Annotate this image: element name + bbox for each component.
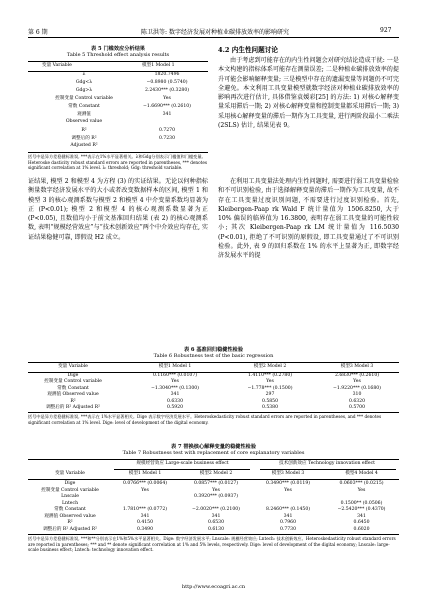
- table7-cell: Lntech: [61, 500, 79, 506]
- table6-cell: −1.3040*** (0.1300): [151, 385, 199, 391]
- table7-group-rule-1: [114, 469, 250, 470]
- table7-cell: Yes: [357, 487, 366, 493]
- table5-title-en: Table 5 Threshold effect analysis results: [66, 52, 170, 58]
- table6-cell: 0.6320: [348, 398, 366, 404]
- table5-row-label: Observed value: [65, 119, 103, 124]
- table7-cell: Yes: [141, 487, 149, 493]
- table7-cell: 0.1500** (0.0506): [340, 500, 383, 506]
- table7-cell: R²: [67, 520, 73, 525]
- section-title: 4.2 内生性问题讨论: [218, 46, 278, 54]
- table5-row-value: −1.6690*** (0.2610): [143, 104, 191, 109]
- issue-number: 第 6 期: [28, 29, 48, 36]
- table7-title-en: Table 7 Robustness test with replacement of core explanatory variables: [122, 450, 305, 456]
- table6-bottom-rule: [28, 412, 399, 413]
- table7-cell: Yes: [212, 487, 220, 493]
- table7-cell: 0.7730: [279, 526, 297, 532]
- table7-header-cell: 模型2 Model 2: [199, 471, 233, 476]
- table7-cell: 0.6130: [207, 526, 225, 532]
- table7-cell: 8.2460*** (0.1450): [265, 507, 311, 512]
- table7-cell: 0.3490*** (0.0119): [265, 481, 311, 486]
- table7-cell: 调整后的 R² Adjusted R²: [43, 526, 97, 532]
- table7-cell: 0.4150: [136, 520, 154, 525]
- table6-header-cell: 变量 Variable: [58, 364, 88, 369]
- left-paragraph: 证结果, 模型 2 和模型 4 为方程 (3) 的实证结果。无论以何种指标衡量数字经济发展水平的大小或者改变数据样本的区间, 模型 1 和模型 3 的核心观测系数与模型 2 和模型 4 中介变量系数均显著为正 (P<0.01); 模型 2 和模型 4 的核心观测系数显著为正 (P<0.05), 且数值均小于前文基准回归结果 (表 2) 的核心观测系数, 表明“规模经营效应”与“技术创新效应”两个中介效应均存在, 实证结果稳健可靠, 即假设 H2 成立。: [28, 178, 208, 241]
- table7-cell: 0.6450: [353, 520, 370, 525]
- table7-cell: 0.7960: [279, 520, 297, 525]
- table7-cell: Yes: [284, 487, 292, 493]
- table6-cell: 310: [352, 392, 362, 398]
- table7-header-cell: 模型3 Model 3: [271, 471, 305, 476]
- table7-cell: Lnscale: [61, 494, 79, 499]
- table7-cell: 341: [140, 513, 150, 519]
- table5-bottom-rule: [28, 152, 208, 153]
- table5-row-label: R²: [81, 128, 87, 133]
- table7-cell: −2.5420*** (0.4370): [337, 507, 386, 512]
- table6-cell: Yes: [353, 379, 361, 385]
- table6-header-cell: 模型1 Model 1: [158, 364, 192, 369]
- table7-cell: 341: [357, 513, 366, 519]
- table6-cell: 0.1160*** (0.0107): [152, 373, 198, 378]
- table6-cell: 297: [265, 392, 275, 398]
- table5-header-variable: 变量 Variable: [42, 63, 72, 68]
- table7-header-cell: 变量 Variable: [55, 471, 85, 476]
- table6-title-en: Table 6 Robustness test of the basic regression: [153, 353, 274, 359]
- table6-cell: 2.6830*** (0.2610): [334, 373, 380, 378]
- footer-url: http://www.ecoagri.ac.cn: [181, 584, 246, 590]
- table6-cell: 0.5850: [261, 398, 279, 404]
- table6-cell: 341: [170, 392, 180, 398]
- table7-cell: 341: [211, 513, 221, 519]
- table7-note: 括号中是异方差稳健标准误, ***和**分别表示在1%和5%水平显著相关。Dige: 数字经济发展水平; Lnscale: 规模经营效应; Lntech: 技术创新效应。Heteroskedasticity robust standard errors are reported in parentheses; *** and ** denote significant correlation at 1% and 5% levels, respectively. Dige: level of development of the digital economy; Lnscale: large-scale business effect; Lntech: technology innovation effect.: [28, 536, 396, 553]
- table7-header-rule: [28, 479, 399, 480]
- table6-cell: −1.9220*** (0.1680): [333, 385, 381, 391]
- table7-cell: 0.0766*** (0.0064): [122, 481, 168, 486]
- table6-cell: −1.778*** (0.1500): [247, 385, 293, 391]
- table5-row-value: 1820.7496: [154, 72, 180, 77]
- table7-cell: 常数 Constant: [54, 507, 86, 512]
- page-number: 927: [380, 27, 392, 34]
- table6-cell: Dige: [67, 373, 79, 378]
- table7-top-rule: [28, 459, 399, 460]
- table5-row-value: 341: [162, 112, 172, 117]
- table7-cell: 0.3490: [136, 526, 154, 532]
- table6-cell: 0.5380: [261, 405, 279, 410]
- table5-title: 表 5 门槛效应分析结果: [91, 46, 145, 52]
- table5-row-label: Adjusted R²: [70, 143, 98, 148]
- table7-cell: Dige: [64, 481, 76, 486]
- table7-cell: 观测值 Observed value: [44, 513, 96, 519]
- table6-cell: Yes: [171, 379, 179, 385]
- table6-note: 括号中是异方差稳健标准误, ***表示在 1%水平显著相关。Dige 表示数字经济发展水平。Heteroskedasticity robust standard errors are reported in parentheses, and *** denotes significant correlation at 1% level. Dige: level of development of the digital economy.: [28, 414, 382, 425]
- table5-row-value: 2.2430*** (0.3280): [144, 88, 190, 93]
- table6-header-cell: 模型2 Model 2: [253, 364, 287, 369]
- table5-row-label: Gdg<λ: [75, 80, 93, 85]
- table6-cell: Yes: [266, 379, 274, 385]
- table5-row-value: −0.8980 (0.5740): [146, 80, 188, 85]
- right-paragraph-1: 由于考虑到可能存在的内生性问题会对研究结论造成干扰: 一是本文构建的指标体系可能存在测量误差; 二是种植业碳排放效率的提升可能会影响解释变量; 三是模型中存在的遗漏变量等问题仍不可完全避免。本文利用工具变量模型就数字经济对种植业碳排放效率的影响再次进行估计, 具体借鉴袁媛彩[25] 的方法: 1) 对核心解释变量采用滞后一期; 2) 对核心解释变量和控制变量都采用滞后一期; 3) 采用核心解释变量的滞后一期作为工具变量, 进行两阶段最小二乘法 (2SLS) 估计, 结果见表 9。: [218, 57, 399, 130]
- right-paragraph-2: 在利用工具变量法处理内生性问题时, 需要进行弱工具变量检验和不可识别检验, 由于选择解释变量的滞后一期作为工具变量, 故不存在工具变量过度识别问题, 不需要进行过度识别检验。首先, Kleibergen-Paap rk Wald F 统计量值为 1506.8250, 大于 10% 偏误的临界值为 16.3800, 表明存在弱工具变量的可能性较小; 其次 Kleibergen-Paap rk LM 统计量值为 116.5030 (P<0.01), 拒绝了不可识别的原假设, 即工具变量通过了不可识别检验。此外, 表 9 的回归系数在 1% 的水平上显著为正, 即数字经济发展水平的提: [218, 178, 399, 260]
- table5-row-label: 控制变量 Control variable: [55, 96, 113, 101]
- table6-cell: 调整后的 R² Adjusted R²: [46, 405, 100, 410]
- table5-row-label: Gdg>λ: [75, 88, 93, 93]
- table7-cell: 控制变量 Control variable: [41, 487, 99, 493]
- table6-cell: 1.4110*** (0.2780): [247, 373, 293, 378]
- table7-cell: 0.0603*** (0.0215): [339, 481, 384, 486]
- table7-header-cell: 模型4 Model 4: [345, 471, 378, 476]
- table6-title: 表 6 基准回归稳健性检验: [183, 347, 244, 353]
- table6-cell: 控制变量 Control variable: [44, 379, 102, 385]
- table6-cell: 0.5700: [348, 405, 366, 410]
- table5-header-model: 模型1 Model 1: [142, 63, 175, 68]
- table7-cell: 1.7810*** (0.0772): [122, 507, 168, 512]
- table6-cell: 常数 Constant: [57, 385, 89, 391]
- table6-cell: 0.6330: [166, 398, 184, 404]
- table5-top-rule: [28, 61, 208, 62]
- table6-top-rule: [28, 362, 399, 363]
- table6-header-cell: 模型3 Model 3: [340, 364, 374, 369]
- table5-row-value: 0.7270: [158, 128, 176, 133]
- table7-header-cell: 模型1 Model 1: [128, 471, 162, 476]
- table7-cell: 0.3920*** (0.0937): [193, 494, 239, 499]
- table7-title: 表 7 替换核心解释变量的稳健性检验: [170, 444, 257, 450]
- table7-group-tech: 技术创新效应 Technology innovation effect: [278, 461, 376, 466]
- table7-cell: −2.0020*** (0.2100): [192, 507, 240, 512]
- header-rule: [28, 37, 399, 38]
- table5-note: 括号中是异方差稳健标准误, ***表示在1%水平显著相关。λ和Gdg分别表示门槛值和门槛变量。Heteroske dasticity robust standard errors are reported in parentheses, *** denotes significant correlation at 1% level. λ: threshold; Gdg: threshold variable.: [28, 154, 207, 171]
- table7-bottom-rule: [28, 534, 399, 535]
- table5-row-label: 观测值: [77, 112, 91, 117]
- table5-row-value: 0.7230: [158, 136, 176, 141]
- table5-row-label: 常数 Constant: [68, 104, 100, 109]
- running-title: 陈卫洪等: 数字经济发展对种植业碳排放效率的影响研究: [141, 29, 289, 36]
- table5-row-value: Yes: [163, 96, 171, 101]
- table5-row-label: λ: [82, 72, 86, 77]
- table6-cell: R²: [70, 398, 76, 404]
- table6-cell: 观测值 Observed value: [47, 392, 99, 398]
- table7-cell: 341: [283, 513, 293, 519]
- table7-group-scale: 规模经营效应 Large-scale business effect: [136, 461, 229, 466]
- table5-row-label: 调整后的 R²: [71, 136, 97, 141]
- table7-cell: 0.6530: [207, 520, 225, 525]
- table7-cell: 0.6020: [353, 526, 370, 532]
- table6-cell: 0.5920: [166, 405, 184, 410]
- table7-group-rule-2: [260, 469, 396, 470]
- table7-cell: 0.0857*** (0.0127): [193, 481, 239, 486]
